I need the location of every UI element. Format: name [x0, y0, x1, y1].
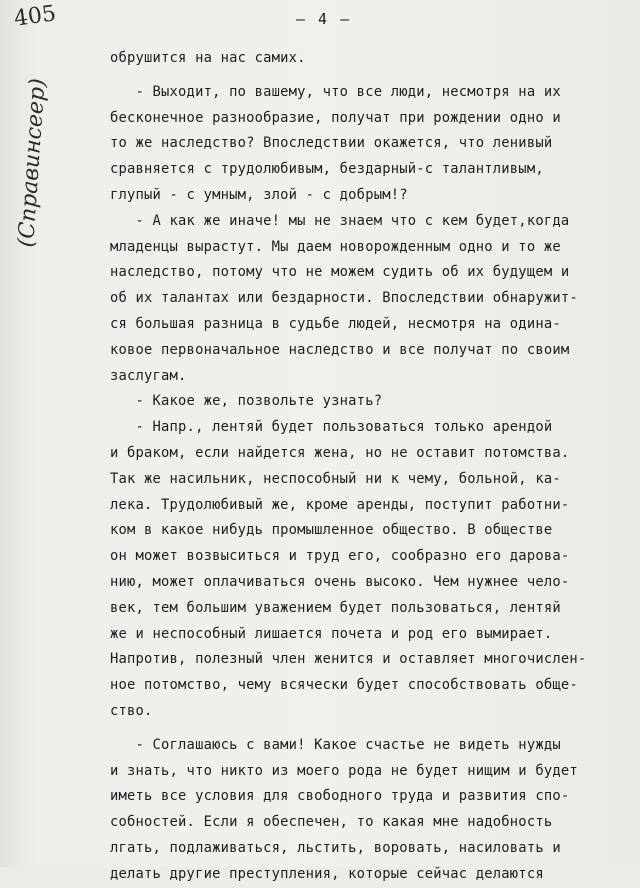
text-line: век, тем большим уважением будет пользоваться, лентяй — [110, 599, 561, 616]
text-line: он может возвыситься и труд его, сообразно его дарова- — [110, 548, 570, 565]
text-line: и знать, что никто из моего рода не будет нищим и будет — [110, 762, 578, 779]
text-line: об их талантах или бездарности. Впоследствии обнаружит- — [110, 290, 578, 307]
text-line: ство. — [110, 702, 153, 719]
text-line: заслугам. — [110, 367, 187, 384]
text-line: ком в какое нибудь промышленное общество. В обществе — [110, 522, 553, 539]
text-line: лгать, подлаживаться, льстить, воровать, насиловать и — [110, 839, 561, 856]
margin-handwritten-number: 405 — [12, 1, 58, 32]
text-line: нию, может оплачиваться очень высоко. Чем нужнее чело- — [110, 573, 570, 590]
text-line: младенцы вырастут. Мы даем новорожденным одно и то же — [110, 238, 561, 255]
text-line: сравняется с трудолюбивым, бездарный-с талантливым, — [110, 161, 544, 178]
text-line: бесконечное разнообразие, получат при рождении одно и — [110, 109, 561, 126]
text-line: наследство, потому что не можем судить об их будущем и — [110, 264, 570, 281]
text-line: обрушится на нас самих. — [110, 50, 306, 66]
text-line: Так же насильник, неспособный ни к чему, больной, ка- — [110, 470, 561, 487]
margin-handwritten-note: (Справинсеер) — [13, 77, 51, 249]
text-line: и браком, если найдется жена, но не оставит потомства. — [110, 444, 570, 461]
text-line: - Напр., лентяй будет пользоваться только арендой — [110, 419, 553, 436]
text-line: - А как же иначе! мы не знаем что с кем будет,когда — [110, 212, 570, 229]
text-line: - Соглашаюсь с вами! Какое счастье не видеть нужды — [110, 736, 561, 753]
text-line: иметь все условия для свободного труда и развития спо- — [110, 788, 570, 805]
text-line: ное потомство, чему всячески будет способствовать обще- — [110, 677, 578, 694]
text-line: ковое первоначальное наследство и все получат по своим — [110, 341, 570, 358]
text-line: то же наследство? Впоследствии окажется, что ленивый — [110, 135, 553, 152]
text-line: же и неспособный лишается почета и род его вымирает. — [110, 625, 553, 642]
text-line: - Какое же, позвольте узнать? — [110, 393, 383, 410]
typewritten-text — [110, 46, 638, 888]
text-line: Напротив, полезный член женится и оставляет многочислен- — [110, 651, 587, 668]
text-line: собностей. Если я обеспечен, то какая мне надобность — [110, 814, 553, 831]
text-line: - Выходит, по вашему, что все люди, несмотря на их — [110, 83, 561, 100]
text-line: лека. Трудолюбивый же, кроме аренды, поступит работни- — [110, 496, 570, 513]
text-line: глупый - с умным, злой - с добрым!? — [110, 186, 408, 203]
page-number: — 4 — — [296, 10, 352, 28]
text-line: ся большая разница в судьбе людей, несмотря на одина- — [110, 315, 561, 332]
text-line: делать другие преступления, которые сейчас делаются — [110, 865, 544, 882]
